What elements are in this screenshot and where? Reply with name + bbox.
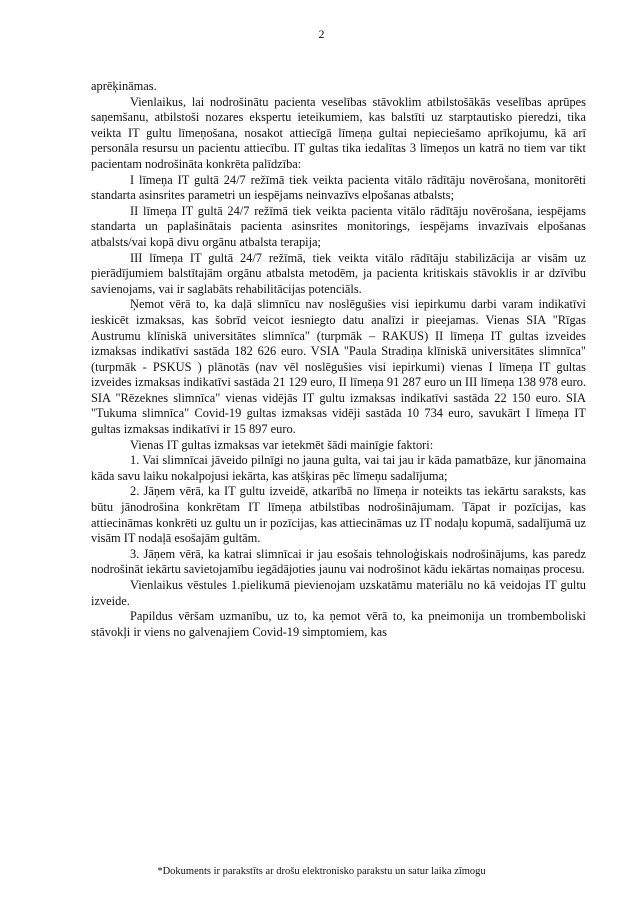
document-body: [91, 79, 586, 640]
paragraph: Vienas IT gultas izmaksas var ietekmēt šādi mainīgie faktori:: [130, 437, 434, 452]
page-number: 2: [318, 27, 325, 41]
paragraph: Vienlaikus, lai nodrošinātu pacienta veselības stāvoklim atbilstošākās veselības aprūpes saņemšanu, atbilstoši nozares ekspertu ieteikumiem, kas balstīti uz starptautisko pieredzi, tika veikta IT gultu līmeņošana, nosakot attiecīgā līmeņa gultai nepieciešamo aprīkojumu, kā arī personāla resursu un pacientu attiecību. IT gultas tika iedalītas 3 līmeņos un katrā no tiem var tikt pacientam nodrošināta konkrēta palīdzība:: [91, 94, 586, 171]
paragraph: Papildus vēršam uzmanību, uz to, ka ņemot vērā to, ka pneimonija un trombemboliski stāvokļi ir viens no galvenajiem Covid-19 simptomiem, kas: [91, 609, 586, 639]
paragraph: I līmeņa IT gultā 24/7 režīmā tiek veikta pacienta vitālo rādītāju novērošana, monitorēti standarta asinsrites parametri un iespējams neinvazīvs elpošanas atbalsts;: [91, 172, 586, 203]
paragraph: II līmeņa IT gultā 24/7 režīmā tiek veikta pacienta vitālo rādītāju novērošana, iespējams standarta un paplašinātais pacienta asinsrites monitorings, iespējams invazīvais elpošanas atbalsts/vai kopā divu orgānu atbalsta terapija;: [91, 203, 586, 249]
paragraph: III līmeņa IT gultā 24/7 režīmā, tiek veikta vitālo rādītāju stabilizācija ar visām uz pierādījumiem balstītajām orgānu atbalsta metodēm, ja pacienta kritiskais stāvoklis ir ar dzīvību savienojams, vai ir saglabāts rehabilitācijas potenciāls.: [91, 250, 586, 296]
paragraph: 3. Jāņem vērā, ka katrai slimnīcai ir jau esošais tehnoloģiskais nodrošinājums, kas paredz nodrošināt iekārtu savietojamību iegādājoties jaunu vai nodrošinot kādu iekārtas nomaiņas procesu.: [91, 546, 586, 577]
paragraph: Vienlaikus vēstules 1.pielikumā pievienojam uzskatāmu materiālu no kā veidojas IT gultu izveide.: [91, 578, 586, 608]
paragraph: 1. Vai slimnīcai jāveido pilnīgi no jauna gulta, vai tai jau ir kāda pamatbāze, kur jānomaina kāda savu laiku nokalpojusi iekārta, kas atšķiras pēc līmeņu sadalījuma;: [91, 453, 586, 483]
paragraph: 2. Jāņem vērā, ka IT gultu izveidē, atkarībā no līmeņa ir noteikts tas iekārtu saraksts, kas būtu jānodrošina konkrētam IT līmeņa atbilstības nodrošinājumam. Tāpat ir pozīcijas, kas attiecināmas konkrēti uz gultu un ir pozīcijas, kas attiecināmas uz IT nodaļu kopumā, sadalījumā uz visām IT nodaļā esošajām gultām.: [91, 484, 586, 546]
paragraph: aprēķināmas.: [91, 79, 157, 93]
paragraph: Ņemot vērā to, ka daļā slimnīcu nav noslēgušies visi iepirkumu darbi varam indikatīvi ieskicēt izmaksas, kas šobrīd veicot iesniegto datu analīzi ir pieejamas. Vienas SIA "Rīgas Austrumu klīniskā universitātes slimnīca" (turpmāk – RAKUS) II līmeņa IT gultas izveides izmaksas indikatīvi sastāda 182 626 euro. VSIA "Paula Stradiņa klīniskā universitātes slimnīca" (turpmāk - PSKUS ) plānotās (nav vēl noslēgušies visi iepirkumi) vienas I līmeņa IT gultas izveides izmaksas indikatīvi sastāda 21 129 euro, II līmeņa 91 287 euro un III līmeņa 138 978 euro. SIA "Rēzeknes slimnīca" vienas vidējās IT gultu izmaksas indikatīvi sastāda 22 150 euro. SIA "Tukuma slimnīca" Covid-19 gultas izmaksas vidēji sastāda 10 734 euro, savukārt I līmeņa IT gultas izmaksas indikatīvi ir 15 897 euro.: [91, 297, 586, 437]
footer-note: *Dokuments ir parakstīts ar drošu elektronisko parakstu un satur laika zīmogu: [157, 866, 486, 877]
